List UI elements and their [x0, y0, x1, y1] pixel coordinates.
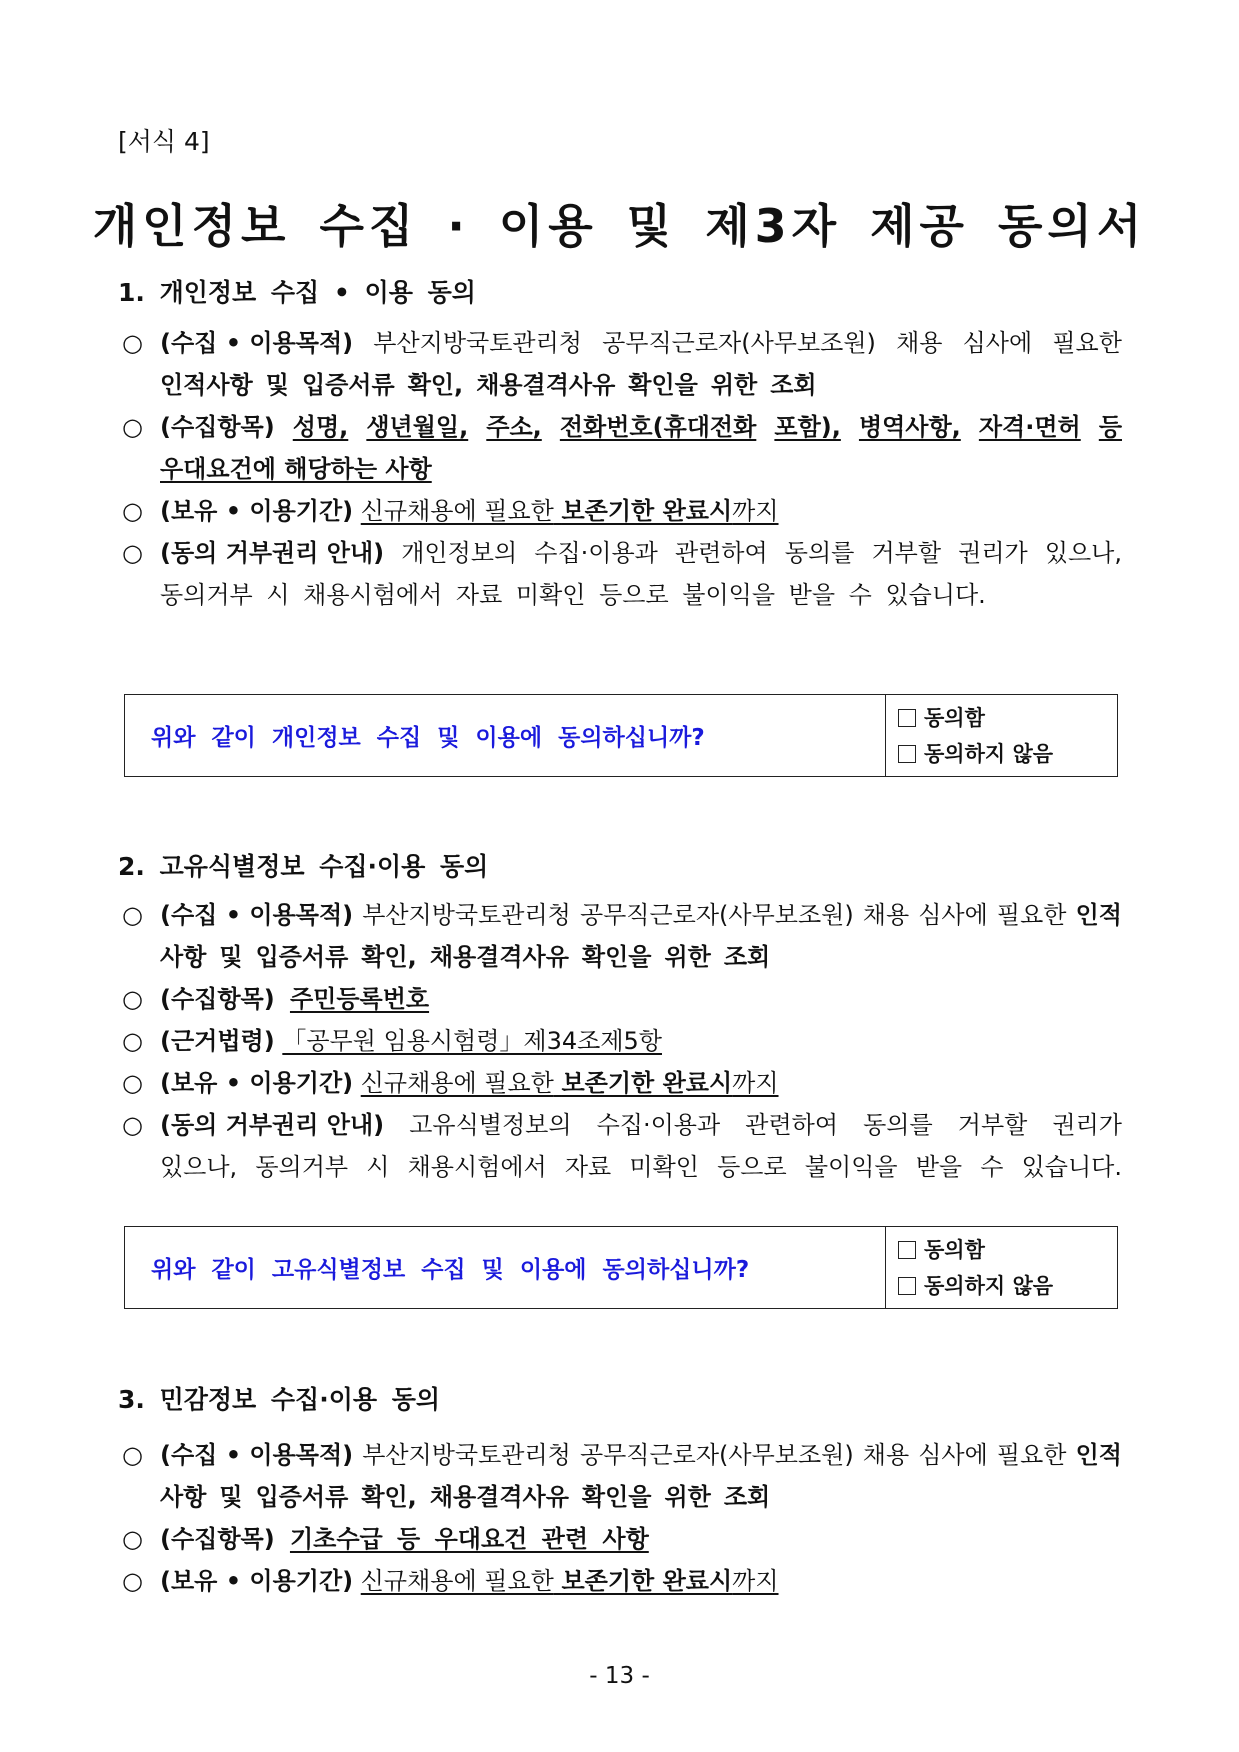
section1-items-line2: 우대요건에 해당하는 사항 — [160, 455, 432, 483]
document-title: 개인정보 수집 · 이용 및 제3자 제공 동의서 — [92, 199, 1147, 253]
text: 확인을 — [581, 1483, 652, 1511]
bullet-icon: ○ — [122, 1069, 143, 1097]
section3-items — [122, 1518, 1122, 1560]
text: 개인정보의 — [401, 539, 518, 567]
text: 채용 — [862, 901, 910, 929]
refusal-label: (동의 거부권리 안내) — [160, 539, 385, 567]
section1-agree-option[interactable]: 동의함 — [898, 700, 1117, 736]
law-label: (근거법령) — [160, 1027, 275, 1055]
text: 공무직근로자(사무보조원) — [602, 329, 876, 357]
text: 시 — [366, 1153, 390, 1181]
section1-consent-box — [124, 694, 1118, 777]
text: 수집·이용과 — [534, 539, 658, 567]
text: 있습니다. — [1021, 1153, 1122, 1181]
bullet-icon: ○ — [122, 1567, 143, 1595]
period-label: (보유 • 이용기간) — [160, 497, 354, 525]
section2-refusal — [122, 1104, 1122, 1188]
checkbox-icon[interactable] — [898, 1277, 916, 1295]
period-label: (보유 • 이용기간) — [160, 1567, 354, 1595]
text: 관련하여 — [745, 1111, 839, 1139]
text: 채용결격사유 — [476, 371, 616, 399]
text: 채용 — [862, 1441, 910, 1469]
section1-purpose — [122, 322, 1122, 406]
text: 수 — [980, 1153, 1004, 1181]
section1-items-line1 — [122, 406, 1122, 448]
bullet-icon: ○ — [122, 985, 143, 1013]
bullet-icon: ○ — [122, 1525, 143, 1553]
section1-heading: 1. 개인정보 수집 • 이용 동의 — [118, 278, 476, 307]
text: 심사에 — [962, 329, 1033, 357]
text: 동의거부 — [255, 1153, 349, 1181]
form-number: [서식 4] — [118, 127, 210, 156]
section2-consent-box — [124, 1226, 1118, 1309]
text: 입증서류 — [255, 943, 349, 971]
text: 전화번호(휴대전화 — [559, 413, 757, 441]
bullet-icon: ○ — [122, 1111, 143, 1139]
text: 위한 — [664, 1483, 711, 1511]
bullet-icon: ○ — [122, 539, 143, 567]
text: 권리가 — [958, 539, 1028, 567]
text: 사항 — [160, 943, 207, 971]
text: 거부할 — [957, 1111, 1028, 1139]
text: 채용시험에서 — [407, 1153, 547, 1181]
text: 병역사항, — [858, 413, 961, 441]
items-text: 주민등록번호 — [289, 985, 430, 1013]
section2-law — [122, 1020, 1122, 1062]
section2-period — [122, 1062, 1122, 1104]
purpose-label: (수집 • 이용목적) — [160, 1441, 354, 1469]
purpose-label: (수집 • 이용목적) — [160, 901, 354, 929]
text: 부산지방국토관리청 — [362, 901, 571, 929]
text: 인적 — [1075, 901, 1122, 929]
text: 고유식별정보의 — [409, 1111, 572, 1139]
text: 미확인 — [629, 1153, 699, 1181]
text: 등 — [1098, 413, 1122, 441]
text: 인적 — [1075, 1441, 1122, 1469]
text: 채용결격사유 — [429, 943, 569, 971]
section1-purpose-line1 — [122, 322, 1122, 364]
section1-purpose-line2 — [122, 364, 1122, 406]
text: 주소, — [486, 413, 542, 441]
bullet-icon: ○ — [122, 413, 143, 441]
section3-purpose — [122, 1434, 1122, 1518]
text: 수집·이용과 — [596, 1111, 721, 1139]
section1-period — [122, 490, 1122, 532]
bullet-icon: ○ — [122, 901, 143, 929]
text: 조회 — [770, 371, 817, 399]
text: 공무직근로자(사무보조원) — [579, 1441, 854, 1469]
text: 조회 — [723, 943, 771, 971]
text: 및 — [219, 943, 243, 971]
text: 조회 — [723, 1483, 771, 1511]
text: 포함), — [774, 413, 841, 441]
text: 거부할 — [871, 539, 942, 567]
text: 필요한 — [996, 901, 1067, 929]
items-label: (수집항목) — [160, 1525, 275, 1553]
text: 및 — [219, 1483, 243, 1511]
section1-refusal-line2: 동의거부 시 채용시험에서 자료 미확인 등으로 불이익을 받을 수 있습니다. — [160, 581, 986, 609]
section2-consent-question: 위와 같이 고유식별정보 수집 및 이용에 동의하십니까? — [151, 1257, 750, 1283]
bullet-icon: ○ — [122, 1441, 143, 1469]
items-text: 기초수급 등 우대요건 관련 사항 — [289, 1525, 649, 1553]
text: 심사에 — [918, 901, 988, 929]
items-label: (수집항목) — [160, 985, 275, 1013]
page-number: - 13 - — [589, 1663, 650, 1689]
text: 채용결격사유 — [429, 1483, 569, 1511]
refusal-label: (동의 거부권리 안내) — [160, 1111, 385, 1139]
section2-heading: 2. 고유식별정보 수집·이용 동의 — [118, 852, 489, 881]
text: 권리가 — [1052, 1111, 1122, 1139]
law-text: 「공무원 임용시험령」제34조제5항 — [282, 1027, 662, 1055]
text: 부산지방국토관리청 — [362, 1441, 571, 1469]
text: 생년월일, — [366, 413, 469, 441]
bullet-icon: ○ — [122, 329, 143, 357]
checkbox-icon[interactable] — [898, 745, 916, 763]
period-text: 신규채용에 필요한 보존기한 완료시까지 — [360, 1069, 779, 1097]
text: 확인, — [361, 943, 417, 971]
text: 및 — [265, 371, 289, 399]
text: 자료 — [564, 1153, 612, 1181]
section3-period — [122, 1560, 1122, 1602]
period-label: (보유 • 이용기간) — [160, 1069, 354, 1097]
period-text: 신규채용에 필요한 보존기한 완료시까지 — [360, 1567, 779, 1595]
bullet-icon: ○ — [122, 1027, 143, 1055]
text: 성명, — [292, 413, 349, 441]
text: 확인, — [361, 1483, 417, 1511]
text: 사항 — [160, 1483, 207, 1511]
section1-disagree-option[interactable]: 동의하지 않음 — [898, 736, 1117, 772]
text: 동의를 — [784, 539, 855, 567]
bullet-icon: ○ — [122, 497, 143, 525]
section3-heading: 3. 민감정보 수집·이용 동의 — [118, 1385, 441, 1414]
text: 자격·면허 — [978, 413, 1081, 441]
text: 위한 — [710, 371, 758, 399]
section1-refusal — [122, 532, 1122, 616]
text: 등으로 — [717, 1153, 787, 1181]
section2-purpose — [122, 894, 1122, 978]
text: 있으나, — [1044, 539, 1122, 567]
text: 필요한 — [996, 1441, 1067, 1469]
text: 불이익을 — [804, 1153, 898, 1181]
purpose-label: (수집 • 이용목적) — [160, 329, 354, 357]
text: 관련하여 — [674, 539, 768, 567]
text: 공무직근로자(사무보조원) — [579, 901, 854, 929]
text: 필요한 — [1052, 329, 1122, 357]
items-label: (수집항목) — [160, 413, 275, 441]
text: 부산지방국토관리청 — [373, 329, 582, 357]
section2-agree-option[interactable]: 동의함 — [898, 1232, 1117, 1268]
text: 확인을 — [581, 943, 652, 971]
text: 확인, — [407, 371, 464, 399]
section1-items — [122, 406, 1122, 490]
section1-consent-question: 위와 같이 개인정보 수집 및 이용에 동의하십니까? — [151, 725, 705, 751]
period-text: 신규채용에 필요한 보존기한 완료시까지 — [360, 497, 779, 525]
text: 심사에 — [918, 1441, 988, 1469]
text: 입증서류 — [255, 1483, 349, 1511]
text: 입증서류 — [301, 371, 395, 399]
text: 동의를 — [863, 1111, 933, 1139]
checkbox-icon[interactable] — [898, 709, 916, 727]
text: 채용 — [896, 329, 943, 357]
text: 위한 — [664, 943, 711, 971]
checkbox-icon[interactable] — [898, 1241, 916, 1259]
text: 받을 — [915, 1153, 963, 1181]
section2-items — [122, 978, 1122, 1020]
section2-disagree-option[interactable]: 동의하지 않음 — [898, 1268, 1117, 1304]
text: 인적사항 — [160, 371, 253, 399]
text: 있으나, — [160, 1153, 238, 1181]
text: 확인을 — [628, 371, 698, 399]
